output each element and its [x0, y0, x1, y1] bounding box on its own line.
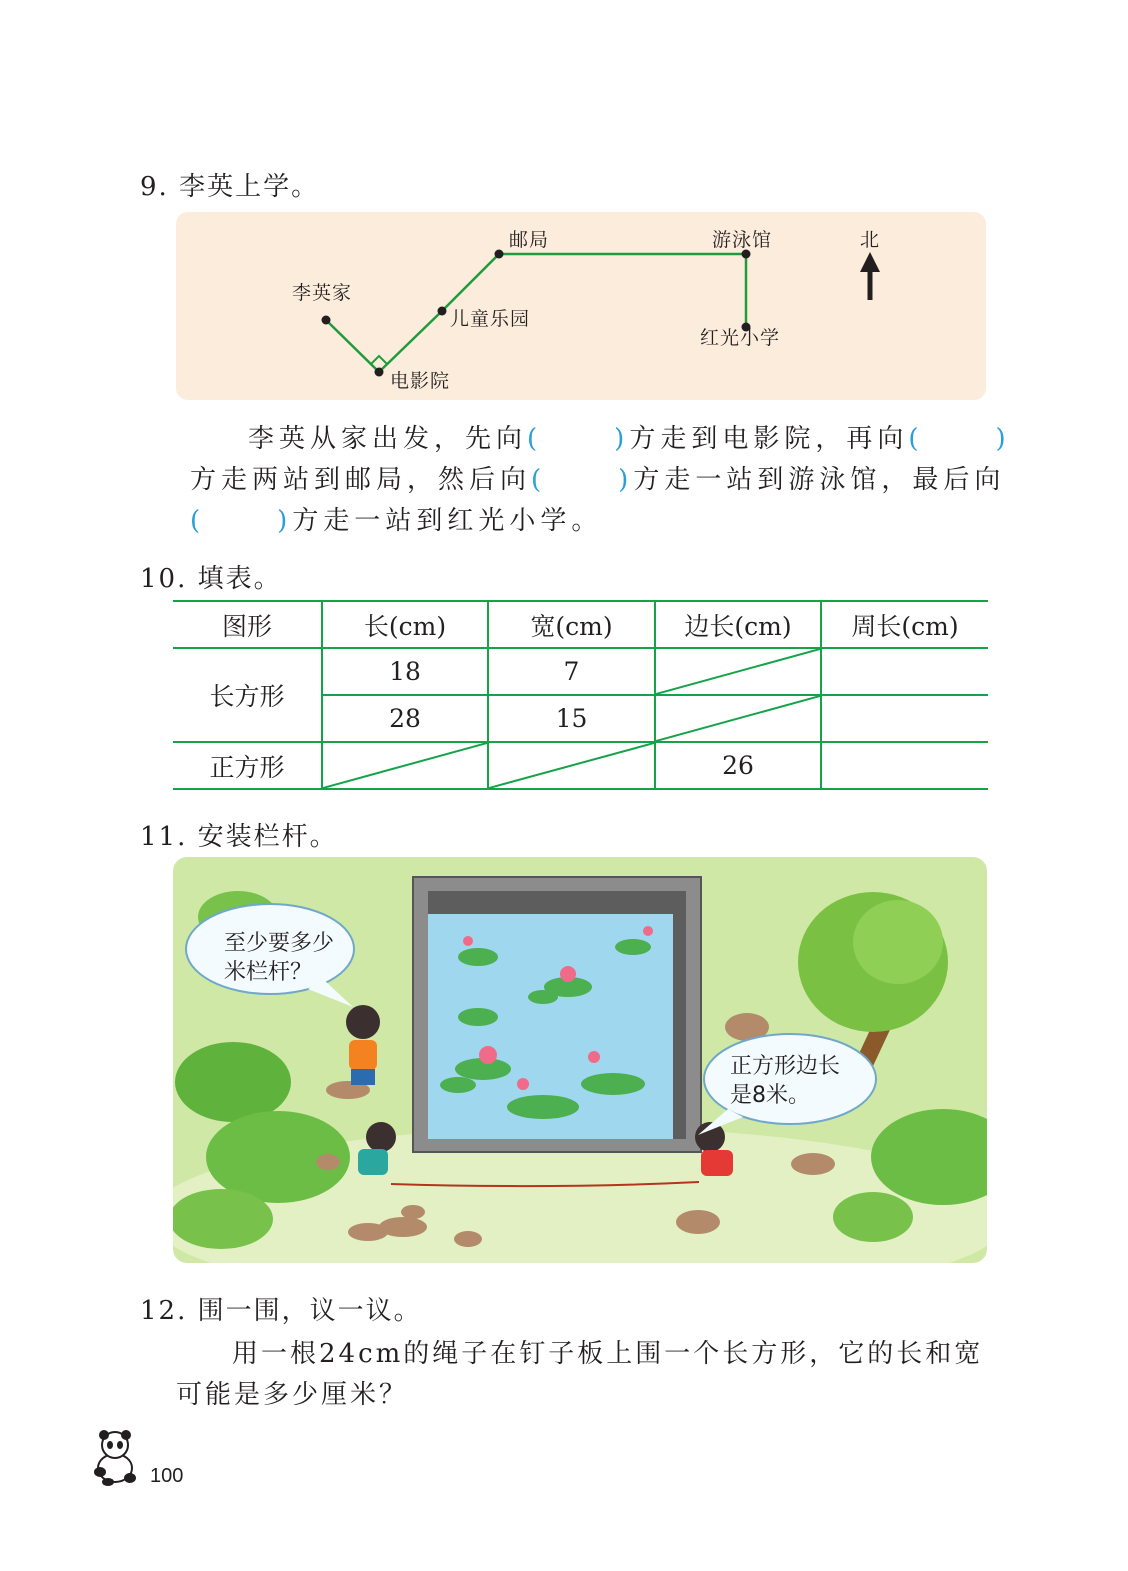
rect1-perimeter[interactable] [821, 648, 988, 695]
page-number: 100 [150, 1465, 184, 1487]
pool-label: 游泳馆 [712, 229, 773, 251]
square-length-na [322, 742, 488, 789]
table-row [173, 742, 988, 789]
square-perimeter[interactable] [821, 742, 988, 789]
post-office-label: 邮局 [509, 229, 550, 251]
q9-heading: 9. 李英上学。 [140, 172, 320, 202]
pond-illustration [173, 857, 987, 1263]
q10-heading: 10. 填表。 [140, 564, 282, 594]
home-label: 李英家 [292, 282, 353, 304]
bubble-right-line1: 正方形边长 [730, 1054, 841, 1079]
q12-heading: 12. 围一围，议一议。 [140, 1296, 422, 1326]
perimeter-table [173, 600, 988, 790]
rect1-length: 18 [322, 648, 488, 695]
blank-4-open: ( [190, 506, 206, 536]
header-length: 长(cm) [322, 601, 488, 648]
blank-1-open: ( [527, 424, 543, 454]
q9-line1-text-a: 李英从家出发，先向 [248, 424, 528, 454]
blank-2-close: ) [995, 424, 1011, 454]
blank-3-open: ( [531, 465, 547, 495]
home-dot [322, 316, 331, 325]
rect2-side-na [655, 695, 821, 742]
blank-2-open: ( [908, 424, 924, 454]
route-map [176, 212, 986, 400]
q9-line2-text-a: 方走两站到邮局，然后向 [190, 465, 532, 495]
table-header-row [173, 601, 988, 648]
q9-line1 [248, 418, 1011, 455]
square-label: 正方形 [173, 742, 322, 789]
route-path [326, 254, 746, 372]
q9-line3-text-b: 方走一站到红光小学。 [292, 506, 603, 536]
bubble-left-line2: 米栏杆？ [224, 960, 313, 985]
q12-line1: 用一根24cm的绳子在钉子板上围一个长方形，它的长和宽 [232, 1339, 984, 1369]
playground-label: 儿童乐园 [450, 308, 531, 330]
header-shape: 图形 [173, 601, 322, 648]
cinema-label: 电影院 [390, 370, 451, 392]
rect2-perimeter[interactable] [821, 695, 988, 742]
post-office-dot [495, 250, 504, 259]
square-side: 26 [655, 742, 821, 789]
blank-3-close: ) [618, 465, 634, 495]
q9-line2 [190, 459, 1005, 496]
table-row [173, 648, 988, 695]
rect-label: 长方形 [173, 648, 322, 742]
blank-1-close: ) [614, 424, 630, 454]
bubble-right-line2: 是8米。 [730, 1083, 810, 1108]
q11-heading: 11. 安装栏杆。 [140, 822, 338, 852]
square-width-na [488, 742, 655, 789]
north-arrow-head [860, 252, 880, 272]
right-angle-mark [371, 356, 387, 364]
blank-4-close: ) [277, 506, 293, 536]
rect1-width: 7 [488, 648, 655, 695]
q9-line3 [190, 500, 602, 537]
scene-art [173, 857, 987, 1263]
panda-icon [90, 1428, 140, 1488]
north-label: 北 [860, 229, 881, 251]
cinema-dot [375, 368, 384, 377]
header-side: 边长(cm) [655, 601, 821, 648]
school-label: 红光小学 [700, 327, 781, 349]
rect1-side-na [655, 648, 821, 695]
q12-line2: 可能是多少厘米？ [176, 1380, 409, 1410]
header-width: 宽(cm) [488, 601, 655, 648]
bubble-left-line1: 至少要多少 [224, 931, 335, 956]
rect2-length: 28 [322, 695, 488, 742]
rect2-width: 15 [488, 695, 655, 742]
playground-dot [438, 307, 447, 316]
q9-line2-text-c: 方走一站到游泳馆，最后向 [633, 465, 1006, 495]
q9-line1-text-c: 方走到电影院，再向 [629, 424, 909, 454]
header-perimeter: 周长(cm) [821, 601, 988, 648]
